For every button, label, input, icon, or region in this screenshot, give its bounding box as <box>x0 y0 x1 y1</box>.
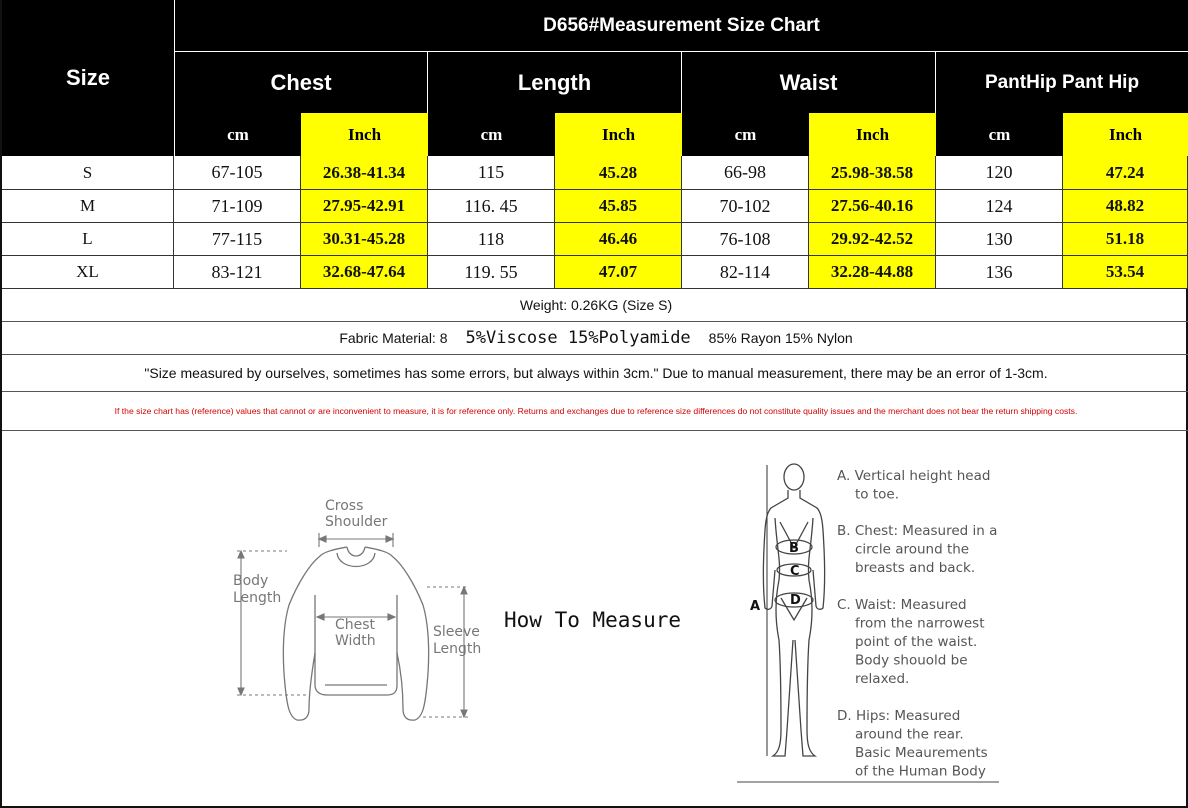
letter-b: B <box>789 541 799 556</box>
cell-value: 82-114 <box>719 261 771 282</box>
cell-value: 25.98-38.58 <box>830 162 914 182</box>
cell-value: 67-105 <box>211 162 263 182</box>
cell-value: 46.46 <box>598 229 638 248</box>
cell-value: 30.31-45.28 <box>322 229 406 248</box>
body-length-label-2: Length <box>233 590 282 606</box>
cm-cell <box>936 256 1063 289</box>
cell-value: 118 <box>477 228 505 249</box>
inch-cell <box>809 190 936 223</box>
group-waist <box>682 52 936 113</box>
fabric-tail: 85% Rayon 15% Nylon <box>708 330 853 346</box>
cm-cell <box>682 190 809 223</box>
size-value: L <box>82 229 93 248</box>
cm-cell <box>428 256 555 289</box>
cell-value: 29.92-42.52 <box>830 229 914 248</box>
size-header-label: Size <box>65 65 111 90</box>
instruction-line: breasts and back. <box>855 560 976 576</box>
cell-value: 116. 45 <box>464 195 518 216</box>
cell-value: 53.54 <box>1105 262 1145 281</box>
cm-cell <box>936 190 1063 223</box>
chest-width-label-2: Width <box>335 633 376 649</box>
instruction-line: to toe. <box>855 486 899 503</box>
cell-value: 47.24 <box>1105 162 1145 182</box>
inch-cell <box>555 190 682 223</box>
unit-cm-chest <box>174 113 301 156</box>
inch-cell <box>809 256 936 289</box>
cm-cell <box>682 256 809 289</box>
cm-cell <box>936 156 1063 190</box>
shirt-diagram <box>227 495 497 735</box>
fabric-mono: 5%Viscose 15%Polyamide <box>465 328 691 348</box>
unit-label: cm <box>227 124 249 144</box>
cell-value: 32.68-47.64 <box>322 262 406 281</box>
sleeve-length-label-2: Length <box>433 641 482 657</box>
unit-inch-chest <box>301 113 428 156</box>
cell-value: 130 <box>985 228 1013 249</box>
unit-label: Inch <box>1108 124 1143 144</box>
cm-cell <box>174 256 301 289</box>
inch-cell <box>301 256 428 289</box>
cm-cell <box>174 223 301 256</box>
inch-cell <box>555 256 682 289</box>
inch-cell <box>301 156 428 190</box>
letter-a: A <box>750 599 761 614</box>
unit-cm-hip <box>936 113 1063 156</box>
cm-cell <box>174 190 301 223</box>
size-cell <box>2 256 174 289</box>
cross-shoulder-label: Cross <box>325 498 364 514</box>
cm-cell <box>428 190 555 223</box>
cell-value: 83-121 <box>211 261 263 282</box>
instruction-line: Body shouold be <box>855 652 968 669</box>
cm-cell <box>936 223 1063 256</box>
reference-text: If the size chart has (reference) values that cannot or are inconvenient to measure, it is for reference only. Returns and exchanges due to reference size differences do not constitute quality issues and the merchant does not bear the return shipping costs. <box>114 406 1078 416</box>
group-hip-label: PantHip Pant Hip <box>984 71 1140 93</box>
cell-value: 47.07 <box>598 262 638 281</box>
instruction-line: B. Chest: Measured in a <box>837 523 998 539</box>
chest-width-label: Chest <box>335 617 376 633</box>
inch-cell <box>555 156 682 190</box>
instruction-line: A. Vertical height head <box>837 468 991 484</box>
cm-cell <box>428 223 555 256</box>
size-header <box>2 0 174 156</box>
cell-value: 115 <box>477 162 505 182</box>
cell-value: 27.95-42.91 <box>322 196 406 215</box>
cell-value: 119. 55 <box>464 261 518 282</box>
cm-cell <box>174 156 301 190</box>
unit-label: cm <box>988 124 1011 144</box>
disclaimer-row <box>2 355 1188 392</box>
unit-label: Inch <box>855 124 890 144</box>
inch-cell <box>1063 190 1188 223</box>
unit-cm-waist <box>682 113 809 156</box>
letter-c: C <box>790 564 800 579</box>
cross-shoulder-label-2: Shoulder <box>325 514 388 530</box>
cell-value: 120 <box>985 162 1013 182</box>
group-chest <box>174 52 428 113</box>
instruction-line: Basic Meaurements <box>855 745 988 761</box>
unit-label: cm <box>734 124 757 144</box>
size-value: XL <box>76 262 99 281</box>
inch-cell <box>1063 223 1188 256</box>
cell-value: 76-108 <box>719 228 771 249</box>
cell-value: 45.28 <box>598 162 638 182</box>
cm-cell <box>428 156 555 190</box>
how-to-measure: How To Measure <box>504 608 682 632</box>
cell-value: 66-98 <box>724 162 766 182</box>
cell-value: 48.82 <box>1105 196 1145 215</box>
weight-text: Weight: 0.26KG (Size S) <box>519 297 673 313</box>
instruction-line: relaxed. <box>855 671 910 687</box>
size-cell <box>2 190 174 223</box>
weight-row <box>2 289 1188 322</box>
sleeve-length-label: Sleeve <box>433 624 480 640</box>
instruction-line: circle around the <box>855 541 970 558</box>
fabric-label: Fabric Material: 8 <box>339 330 448 346</box>
body-length-label: Body <box>233 573 269 589</box>
unit-inch-hip <box>1063 113 1188 156</box>
reference-row <box>2 392 1188 431</box>
size-cell <box>2 156 174 190</box>
inch-cell <box>1063 256 1188 289</box>
cell-value: 136 <box>985 261 1013 282</box>
chart-title <box>174 0 1188 52</box>
group-waist-label: Waist <box>779 69 838 95</box>
unit-inch-length <box>555 113 682 156</box>
unit-label: Inch <box>347 124 382 144</box>
unit-label: Inch <box>601 124 636 144</box>
unit-cm-length <box>428 113 555 156</box>
cell-value: 32.28-44.88 <box>830 262 914 281</box>
cell-value: 51.18 <box>1105 229 1145 248</box>
inch-cell <box>809 223 936 256</box>
inch-cell <box>301 190 428 223</box>
unit-label: cm <box>480 124 503 144</box>
group-length <box>428 52 682 113</box>
group-hip <box>936 52 1188 113</box>
instruction-line: point of the waist. <box>855 634 978 650</box>
inch-cell <box>1063 156 1188 190</box>
instruction-line: around the rear. <box>855 726 964 743</box>
letter-d: D <box>790 593 801 608</box>
group-length-label: Length <box>517 69 592 95</box>
cell-value: 26.38-41.34 <box>322 162 406 182</box>
unit-inch-waist <box>809 113 936 156</box>
inch-cell <box>555 223 682 256</box>
cm-cell <box>682 223 809 256</box>
size-value: S <box>82 162 93 182</box>
chart-title-text: D656#Measurement Size Chart <box>543 14 820 36</box>
cell-value: 45.85 <box>598 196 638 215</box>
body-diagram <box>737 460 1007 788</box>
instruction-line: from the narrowest <box>855 615 985 632</box>
size-value: M <box>79 196 96 215</box>
cell-value: 27.56-40.16 <box>830 196 914 215</box>
cell-value: 70-102 <box>719 195 771 216</box>
inch-cell <box>301 223 428 256</box>
cm-cell <box>682 156 809 190</box>
cell-value: 71-109 <box>211 195 263 216</box>
cell-value: 124 <box>985 195 1013 216</box>
group-chest-label: Chest <box>270 69 332 95</box>
instruction-line: C. Waist: Measured <box>837 597 967 613</box>
inch-cell <box>809 156 936 190</box>
size-cell <box>2 223 174 256</box>
disclaimer-text: "Size measured by ourselves, sometimes has some errors, but always within 3cm." Due to manual measurement, there may be an error of 1-3cm. <box>144 365 1048 381</box>
instruction-line: of the Human Body <box>855 763 986 780</box>
cell-value: 77-115 <box>211 228 263 249</box>
fabric-row <box>2 322 1188 355</box>
instruction-line: D. Hips: Measured <box>837 708 961 724</box>
